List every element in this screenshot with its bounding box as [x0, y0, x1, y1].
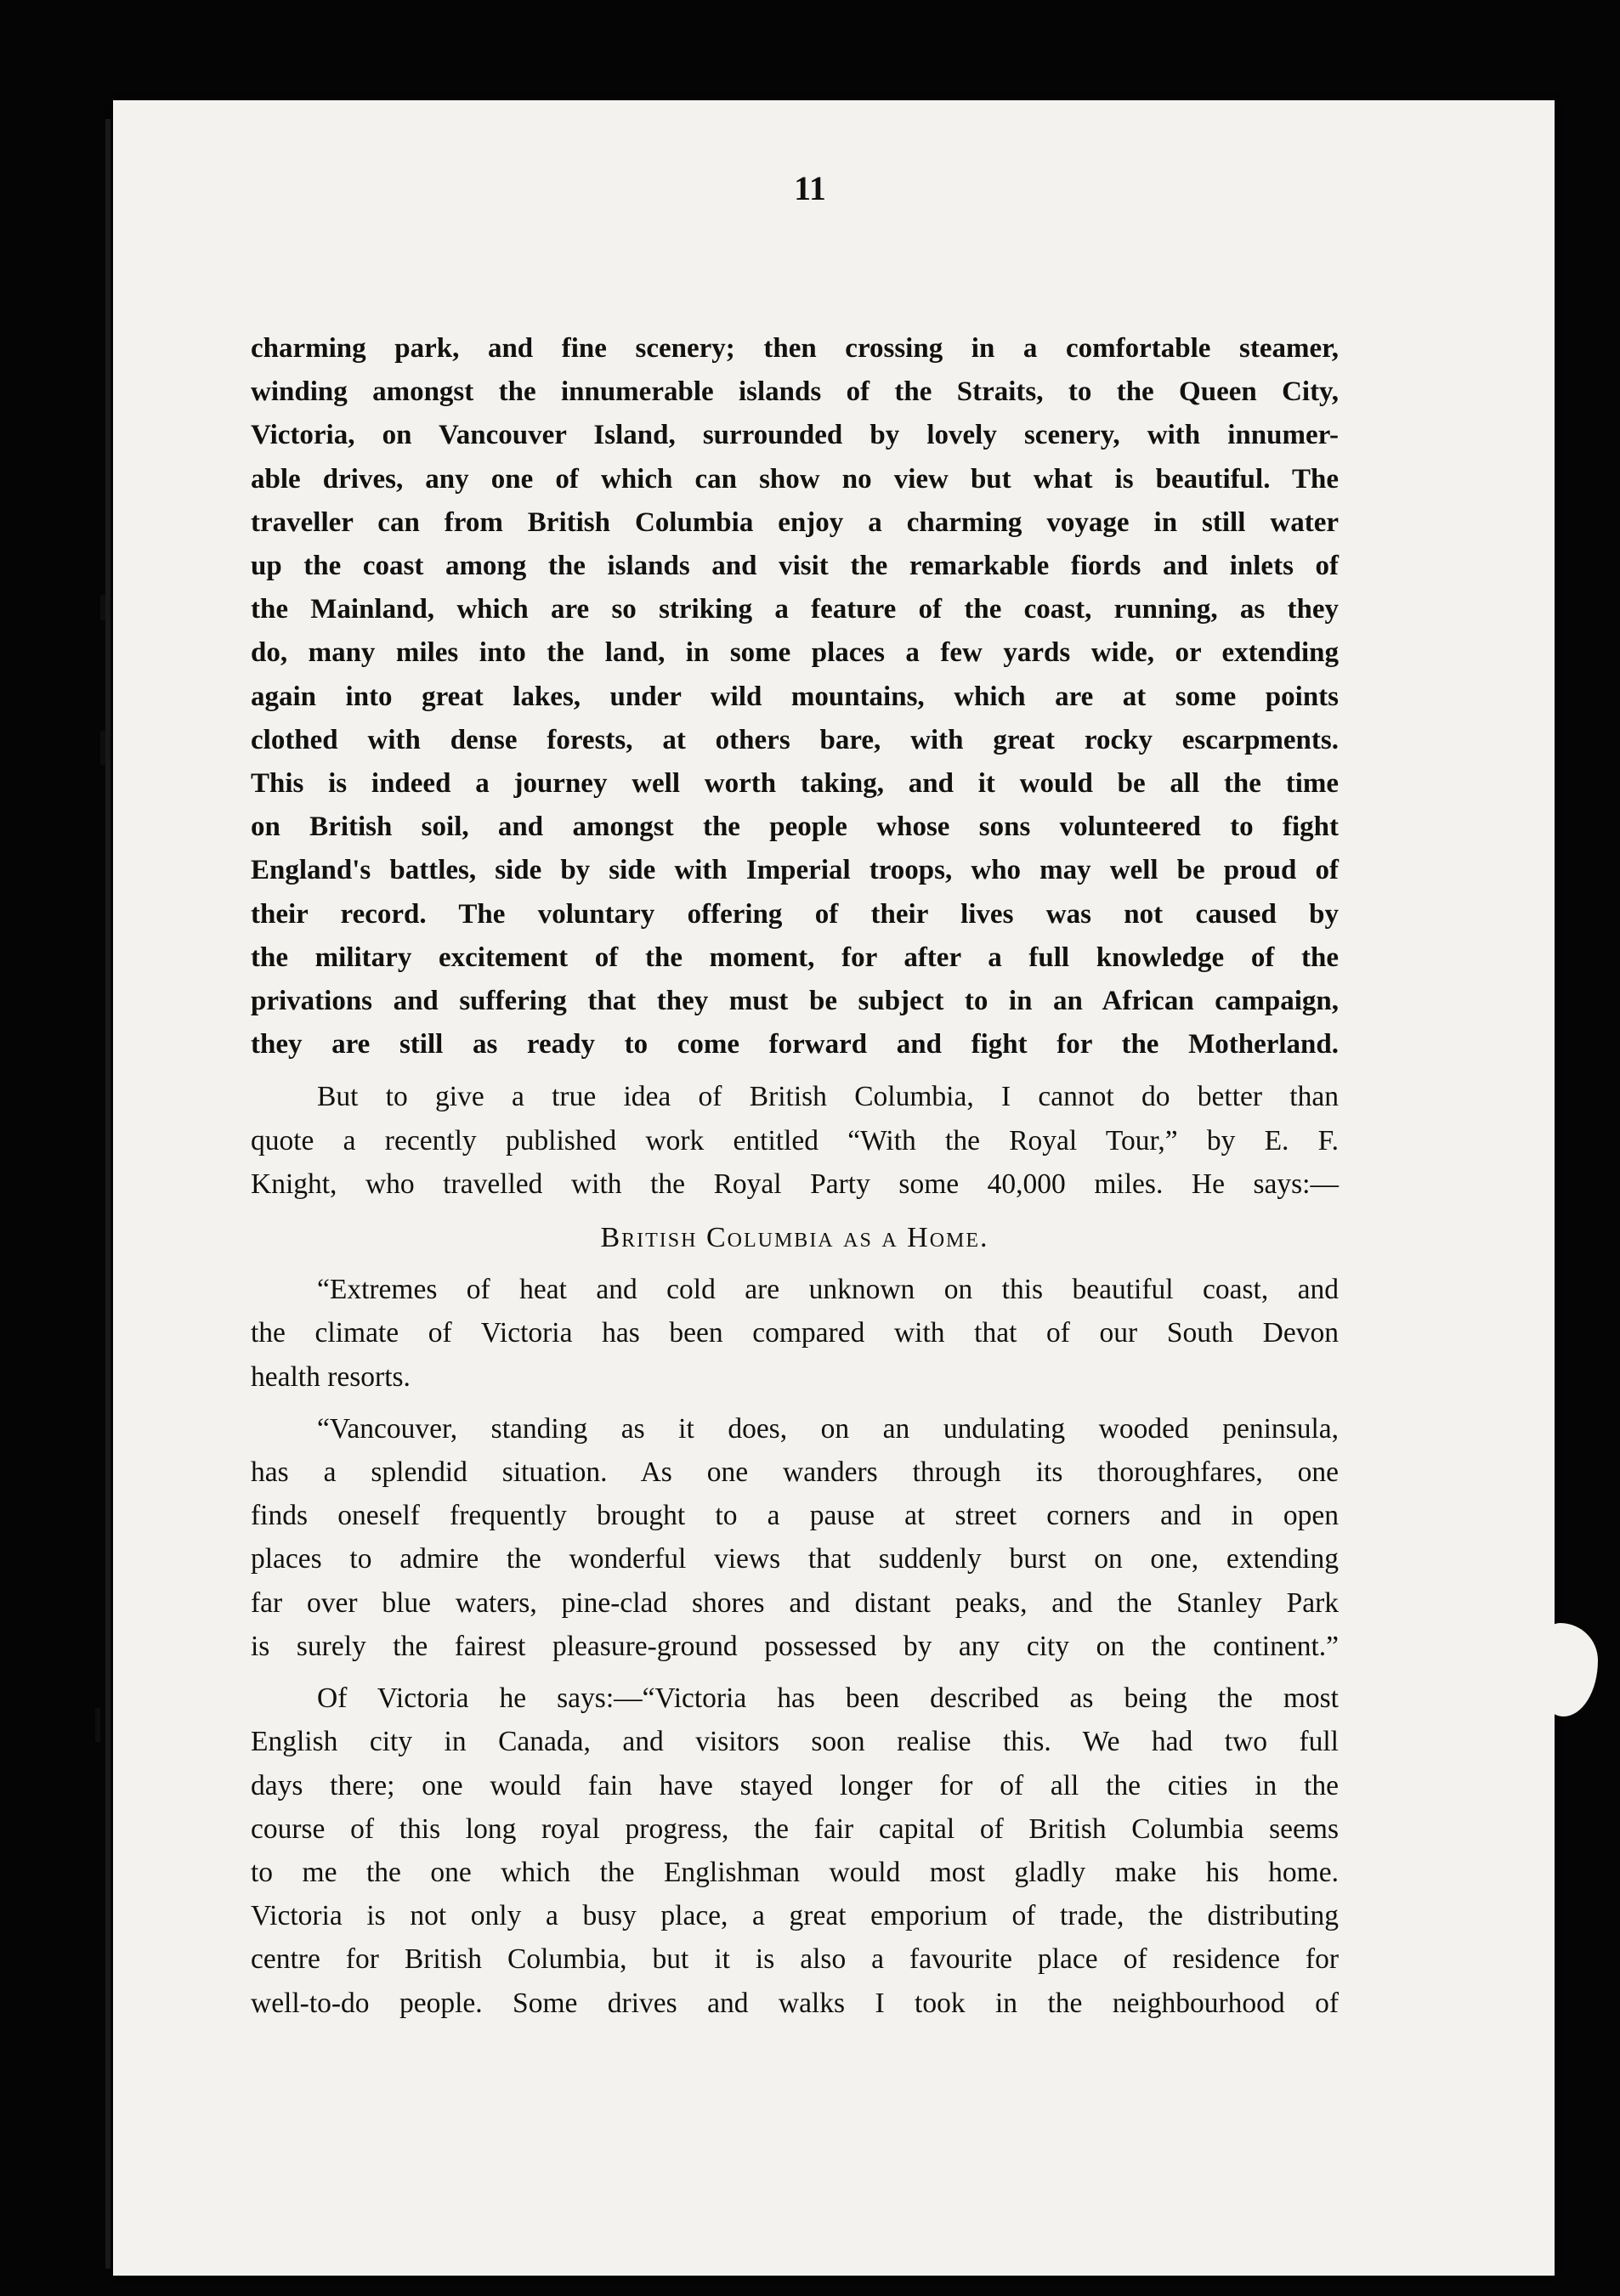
- text-line: has a splendid situation. As one wanders through its thoroughfares, one: [251, 1456, 1339, 1489]
- text-line: health resorts.: [251, 1360, 411, 1393]
- text-line: places to admire the wonderful views that suddenly burst on one, extending: [251, 1543, 1339, 1575]
- paragraph-5: [251, 1677, 1339, 2025]
- spine-mark: [100, 731, 105, 765]
- text-line: the military excitement of the moment, for after a full knowledge of the: [251, 942, 1339, 973]
- paragraph-4: [251, 1407, 1339, 1668]
- spine-mark: [95, 1708, 100, 1742]
- text-line: the climate of Victoria has been compared with that of our South Devon: [251, 1317, 1339, 1349]
- text-line: English city in Canada, and visitors soon realise this. We had two full: [251, 1726, 1339, 1758]
- text-line: finds oneself frequently brought to a pause at street corners and in open: [251, 1500, 1339, 1532]
- page-content: [251, 327, 1339, 2025]
- text-line: centre for British Columbia, but it is also a favourite place of residence for: [251, 1943, 1339, 1976]
- book-spine: [105, 119, 110, 2269]
- paragraph-3: [251, 1268, 1339, 1399]
- text-line: “Extremes of heat and cold are unknown on this beautiful coast, and: [317, 1274, 1339, 1306]
- text-line: to me the one which the Englishman would most gladly make his home.: [251, 1856, 1339, 1888]
- text-line: Of Victoria he says:—“Victoria has been described as being the most: [317, 1682, 1339, 1715]
- text-line: the Mainland, which are so striking a feature of the coast, running, as they: [251, 594, 1339, 625]
- paragraph-2: [251, 1075, 1339, 1206]
- text-line: is surely the fairest pleasure-ground possessed by any city on the continent.”: [251, 1630, 1339, 1662]
- page-edge-tear: [1535, 1623, 1598, 1716]
- text-line: well-to-do people. Some drives and walks I took in the neighbourhood of: [251, 1987, 1339, 2019]
- text-line: they are still as ready to come forward and fight for the Motherland.: [251, 1029, 1339, 1060]
- text-line: But to give a true idea of British Columbia, I cannot do better than: [317, 1081, 1339, 1113]
- text-line: traveller can from British Columbia enjoy a charming voyage in still water: [251, 506, 1339, 538]
- text-line: clothed with dense forests, at others bare, with great rocky escarpments.: [251, 724, 1339, 755]
- text-line: This is indeed a journey well worth taking, and it would be all the time: [251, 768, 1339, 800]
- spine-mark: [100, 595, 105, 620]
- text-line: quote a recently published work entitled “With the Royal Tour,” by E. F.: [251, 1124, 1339, 1156]
- text-line: Victoria is not only a busy place, a great emporium of trade, the distributing: [251, 1900, 1339, 1932]
- section-heading: British Columbia as a Home.: [600, 1222, 989, 1254]
- text-line: England's battles, side by side with Imperial troops, who may well be proud of: [251, 855, 1339, 886]
- text-line: days there; one would fain have stayed longer for of all the cities in the: [251, 1769, 1339, 1801]
- paragraph-1: [251, 327, 1339, 1066]
- text-line: Knight, who travelled with the Royal Party some 40,000 miles. He says:—: [251, 1168, 1339, 1200]
- text-line: their record. The voluntary offering of their lives was not caused by: [251, 898, 1339, 930]
- text-line: on British soil, and amongst the people whose sons volunteered to fight: [251, 812, 1339, 843]
- text-line: do, many miles into the land, in some places a few yards wide, or extending: [251, 637, 1339, 669]
- text-line: again into great lakes, under wild mountains, which are at some points: [251, 681, 1339, 712]
- text-line: able drives, any one of which can show no view but what is beautiful. The: [251, 463, 1339, 495]
- text-line: up the coast among the islands and visit the remarkable fiords and inlets of: [251, 551, 1339, 582]
- text-line: privations and suffering that they must be subject to in an African campaign,: [251, 986, 1339, 1017]
- text-line: course of this long royal progress, the fair capital of British Columbia seems: [251, 1812, 1339, 1845]
- text-line: winding amongst the innumerable islands of the Straits, to the Queen City,: [251, 376, 1339, 408]
- text-line: Victoria, on Vancouver Island, surrounded by lovely scenery, with innumer-: [251, 420, 1339, 451]
- text-line: far over blue waters, pine-clad shores and distant peaks, and the Stanley Park: [251, 1586, 1339, 1619]
- page-number: 11: [794, 169, 826, 207]
- text-line: charming park, and fine scenery; then crossing in a comfortable steamer,: [251, 333, 1339, 364]
- text-line: “Vancouver, standing as it does, on an undulating wooded peninsula,: [317, 1412, 1339, 1445]
